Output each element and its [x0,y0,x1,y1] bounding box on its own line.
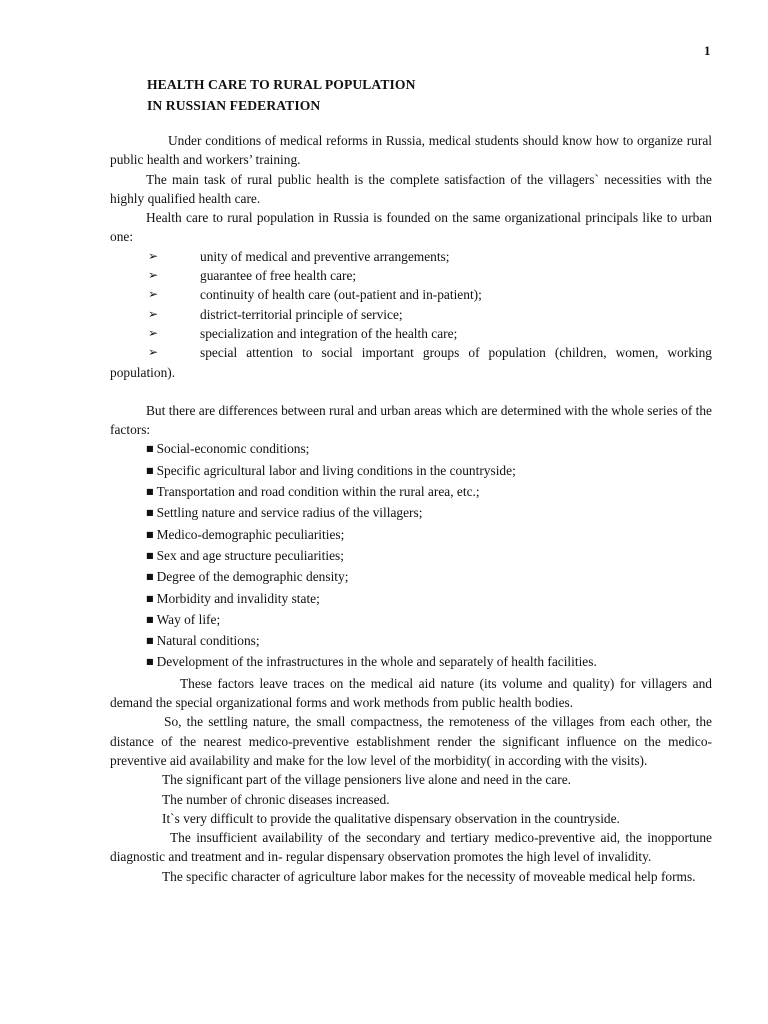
paragraph-main-task: The main task of rural public health is the complete satisfaction of the villagers` necessities with the highly qualified health care. [110,171,712,206]
principle-item: ➢ unity of medical and preventive arrangements; [110,247,712,266]
arrow-bullet-icon: ➢ [148,345,159,360]
factors-list [110,439,712,673]
factor-item: ■ Degree of the demographic density; [146,569,349,585]
square-bullet-icon: ■ [146,487,154,497]
paragraph-agriculture: The specific character of agriculture labor makes for the necessity of moveable medical help forms. [162,868,696,884]
factor-item: ■ Transportation and road condition within the rural area, etc.; [146,484,480,500]
square-bullet-icon: ■ [146,444,154,454]
document-title [147,74,415,116]
square-bullet-icon: ■ [146,614,154,624]
paragraph-gap [110,382,712,401]
principle-item: ➢ special attention to social important groups of population (children, women, working population). [110,345,712,380]
principles-list [110,247,712,382]
factor-item: ■ Settling nature and service radius of the villagers; [146,505,423,521]
paragraph-principles-intro: Health care to rural population in Russia is founded on the same organizational principals like to urban one: [110,210,712,245]
page-number: 1 [704,43,711,58]
title-line-2: IN RUSSIAN FEDERATION [147,98,321,113]
square-bullet-icon: ■ [146,572,154,582]
principle-item: ➢ specialization and integration of the health care; [110,324,712,343]
paragraph-intro: Under conditions of medical reforms in Russia, medical students should know how to organize rural public health and workers’ training. [110,133,712,168]
paragraph-chronic: The number of chronic diseases increased. [162,791,390,807]
factor-item: ■ Development of the infrastructures in the whole and separately of health facilities. [146,654,597,670]
factor-item: ■ Morbidity and invalidity state; [146,590,320,606]
square-bullet-icon: ■ [146,636,154,646]
factor-item: ■ Medico-demographic peculiarities; [146,526,345,542]
factor-item: ■ Specific agricultural labor and living conditions in the countryside; [146,462,516,478]
paragraph-availability: The insufficient availability of the secondary and tertiary medico-preventive aid, the inopportune diagnostic and treatment and in- regular dispensary observation promotes the high level of invalidity. [110,830,712,865]
paragraph-dispensary: It`s very difficult to provide the qualitative dispensary observation in the countryside. [162,810,620,826]
square-bullet-icon: ■ [146,508,154,518]
principle-item: ➢ guarantee of free health care; [110,266,712,285]
paragraph-settling: So, the settling nature, the small compactness, the remoteness of the villages from each other, the distance of the nearest medico-preventive establishment render the significant influence on the medico-preventive aid availability and make for the low level of the morbidity( in according with the visits). [110,714,712,768]
paragraph-factors-effect: These factors leave traces on the medical aid nature (its volume and quality) for villagers and demand the special organizational forms and work methods from public health bodies. [110,675,712,711]
square-bullet-icon: ■ [146,529,154,539]
principle-item: ➢ continuity of health care (out-patient and in-patient); [110,285,712,304]
principle-item: ➢ district-territorial principle of service; [110,305,712,324]
arrow-bullet-icon: ➢ [148,268,159,283]
paragraph-pensioners: The significant part of the village pensioners live alone and need in the care. [162,772,572,788]
square-bullet-icon: ■ [146,550,154,560]
arrow-bullet-icon: ➢ [148,287,159,302]
factor-item: ■ Way of life; [146,611,221,627]
square-bullet-icon: ■ [146,657,154,667]
title-line-1: HEALTH CARE TO RURAL POPULATION [147,77,416,92]
document-body [110,131,712,886]
arrow-bullet-icon: ➢ [148,325,159,340]
arrow-bullet-icon: ➢ [148,306,159,321]
square-bullet-icon: ■ [146,465,154,475]
factor-item: ■ Sex and age structure peculiarities; [146,547,344,563]
paragraph-differences: But there are differences between rural and urban areas which are determined with the whole series of the factors: [110,402,713,438]
square-bullet-icon: ■ [146,593,154,603]
factor-item: ■ Social-economic conditions; [146,441,310,457]
arrow-bullet-icon: ➢ [148,248,159,263]
factor-item: ■ Natural conditions; [146,633,260,649]
